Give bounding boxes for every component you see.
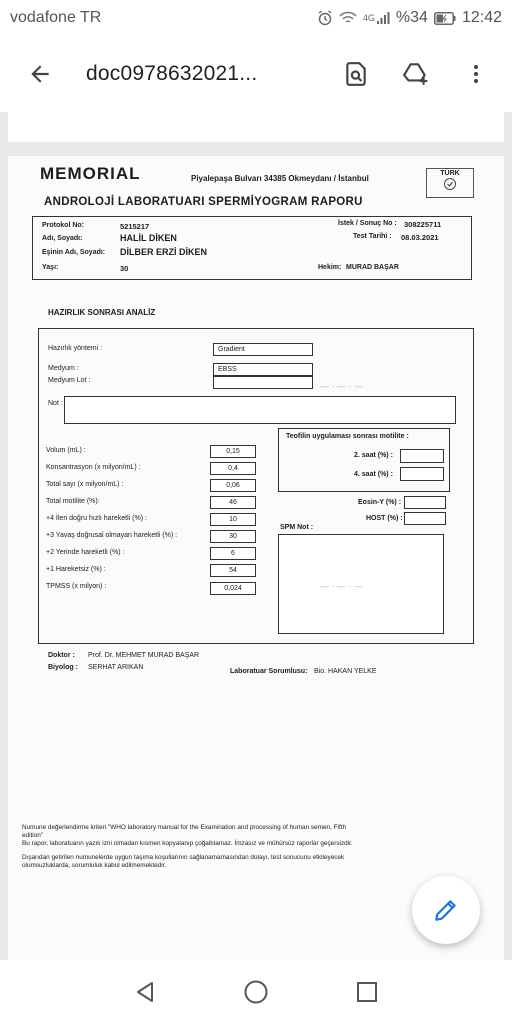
note-label: Not : <box>48 400 63 407</box>
pencil-icon <box>433 897 459 923</box>
add-to-drive-icon <box>402 61 430 87</box>
clock-time: 12:42 <box>461 9 502 26</box>
alarm-icon <box>317 10 333 26</box>
add-to-drive-button[interactable] <box>388 46 444 102</box>
back-button[interactable] <box>12 46 68 102</box>
note-box <box>64 396 456 424</box>
spm-note-label: SPM Not : <box>280 524 314 531</box>
medium-value: EBSS <box>213 363 313 376</box>
square-recents-icon <box>356 981 378 1003</box>
test-date-label: Test Tarihi : <box>353 233 392 240</box>
measure-label: Konsantrasyon (x milyon/mL) : <box>46 464 141 471</box>
measure-label: Total sayı (x milyon/mL) : <box>46 481 124 488</box>
measure-label: +3 Yavaş doğrusal olmayan hareketli (%) : <box>46 532 178 539</box>
doctor-name: Prof. Dr. MEHMET MURAD BAŞAR <box>88 652 200 659</box>
hour2-label: 2. saat (%) : <box>354 452 393 459</box>
age-value: 30 <box>120 264 129 273</box>
biologist-name: SERHAT ARIKAN <box>88 664 144 671</box>
report-title: ANDROLOJİ LABORATUARI SPERMİYOGRAM RAPORU <box>44 196 363 208</box>
more-options-button[interactable] <box>448 46 504 102</box>
physician-label: Hekim: <box>318 264 342 271</box>
footnote-line: Dışarıdan getirilen numunelerde uygun taşıma koşullarının sağlanamamasından dolayı, test sonucunu etkileyecek <box>22 854 345 861</box>
check-badge-icon <box>443 177 457 191</box>
document-title: doc0978632021... <box>86 62 258 85</box>
circle-home-icon <box>243 979 269 1005</box>
eosin-value <box>404 496 446 509</box>
name-label: Adı, Soyadı: <box>42 235 83 242</box>
stamp-shadow: — · — · — <box>320 381 363 391</box>
biologist-label: Biyolog : <box>48 664 78 671</box>
hospital-logo-text: MEMORIAL <box>40 164 141 183</box>
signal-icon <box>363 11 390 25</box>
search-document-icon <box>343 61 369 87</box>
back-arrow-icon <box>27 61 53 87</box>
previous-page-edge <box>8 112 504 142</box>
measure-value: 0,4 <box>210 462 256 475</box>
stamp-shadow: — · — · — <box>320 581 363 591</box>
status-bar <box>0 0 512 36</box>
theophylline-title: Teofilin uygulaması sonrası motilite : <box>286 433 409 440</box>
measure-value: 0,024 <box>210 582 256 595</box>
footnote-line: olumsuzluklarda, sorumluluk kabul edilmemektedir. <box>22 862 167 869</box>
document-page <box>8 156 504 960</box>
measure-label: +4 İleri doğru hızlı hareketli (%) : <box>46 515 147 522</box>
measure-value: 30 <box>210 530 256 543</box>
network-type: 4G <box>362 13 375 23</box>
request-no-label: İstek / Sonuç No : <box>338 220 397 227</box>
hour2-value <box>400 449 444 463</box>
measure-value: 46 <box>210 496 256 509</box>
accreditation-badge <box>426 168 474 198</box>
more-vert-icon <box>464 62 488 86</box>
protokol-value: 5215217 <box>120 222 150 231</box>
hour4-value <box>400 467 444 481</box>
measure-value: 10 <box>210 513 256 526</box>
measure-label: Volum (mL) : <box>46 447 86 454</box>
lab-manager-name: Bio. HAKAN YELKE <box>314 668 377 675</box>
spouse-label: Eşinin Adı, Soyadı: <box>42 249 106 256</box>
host-label: HOST (%) : <box>366 515 403 522</box>
medium-lot-value <box>213 376 313 389</box>
nav-back-button[interactable] <box>121 968 169 1016</box>
measure-value: 0,15 <box>210 445 256 458</box>
doctor-label: Doktor : <box>48 652 75 659</box>
nav-recents-button[interactable] <box>343 968 391 1016</box>
battery-icon <box>434 12 456 25</box>
wifi-icon <box>339 11 357 25</box>
patient-name: HALİL DİKEN <box>120 233 177 243</box>
hospital-address: Piyalepaşa Bulvarı 34385 Okmeydanı / İstanbul <box>191 174 369 183</box>
status-icons <box>317 9 502 27</box>
request-no-value: 308225711 <box>404 220 442 229</box>
measure-label: +2 Yerinde hareketli (%) : <box>46 549 125 556</box>
medium-lot-label: Medyum Lot : <box>48 377 91 384</box>
search-in-document-button[interactable] <box>328 46 384 102</box>
system-nav-bar <box>0 960 512 1024</box>
measure-value: 6 <box>210 547 256 560</box>
measure-label: Total motilite (%): <box>46 498 100 505</box>
measure-label: TPMSS (x milyon) : <box>46 583 107 590</box>
footnotes <box>22 824 492 870</box>
badge-text: TÜRK <box>440 170 460 177</box>
measure-value: 54 <box>210 564 256 577</box>
nav-home-button[interactable] <box>232 968 280 1016</box>
spouse-name: DİLBER ERZİ DİKEN <box>120 247 208 257</box>
medium-label: Medyum : <box>48 365 79 372</box>
measure-label: +1 Hareketsiz (%) : <box>46 566 106 573</box>
age-label: Yaşı: <box>42 264 59 271</box>
battery-percent: %34 <box>395 9 428 26</box>
footnote-line: Bu rapor, laboratuarın yazılı izni olmadan kısmen kopyalanıp çoğaltılamaz. İmzasız ve mühürsüz raporlar geçersizdir. <box>22 840 353 847</box>
protokol-label: Protokol No: <box>42 222 84 229</box>
physician-value: MURAD BAŞAR <box>346 264 399 271</box>
triangle-back-icon <box>134 980 156 1004</box>
prep-method-value: Gradient <box>213 343 313 356</box>
footnote-line: edition" <box>22 832 44 839</box>
app-actions <box>328 46 504 102</box>
footnote-line: Numune değerlendirme kriteri "WHO laboratory manual for the Examination and processing of human semen, Fifth <box>22 824 347 831</box>
report-content <box>8 156 504 960</box>
carrier-name: vodafone TR <box>10 9 102 26</box>
document-viewer[interactable] <box>0 112 512 960</box>
section-title: HAZIRLIK SONRASI ANALİZ <box>48 308 156 317</box>
eosin-label: Eosin-Y (%) : <box>358 499 402 506</box>
test-date-value: 08.03.2021 <box>401 233 439 242</box>
prep-method-label: Hazırlık yöntemi : <box>48 345 103 352</box>
hour4-label: 4. saat (%) : <box>354 471 393 478</box>
app-bar <box>0 36 512 112</box>
host-value <box>404 512 446 525</box>
edit-fab-button[interactable] <box>412 876 480 944</box>
measure-value: 0,06 <box>210 479 256 492</box>
lab-manager-label: Laboratuar Sorumlusu: <box>230 668 308 675</box>
